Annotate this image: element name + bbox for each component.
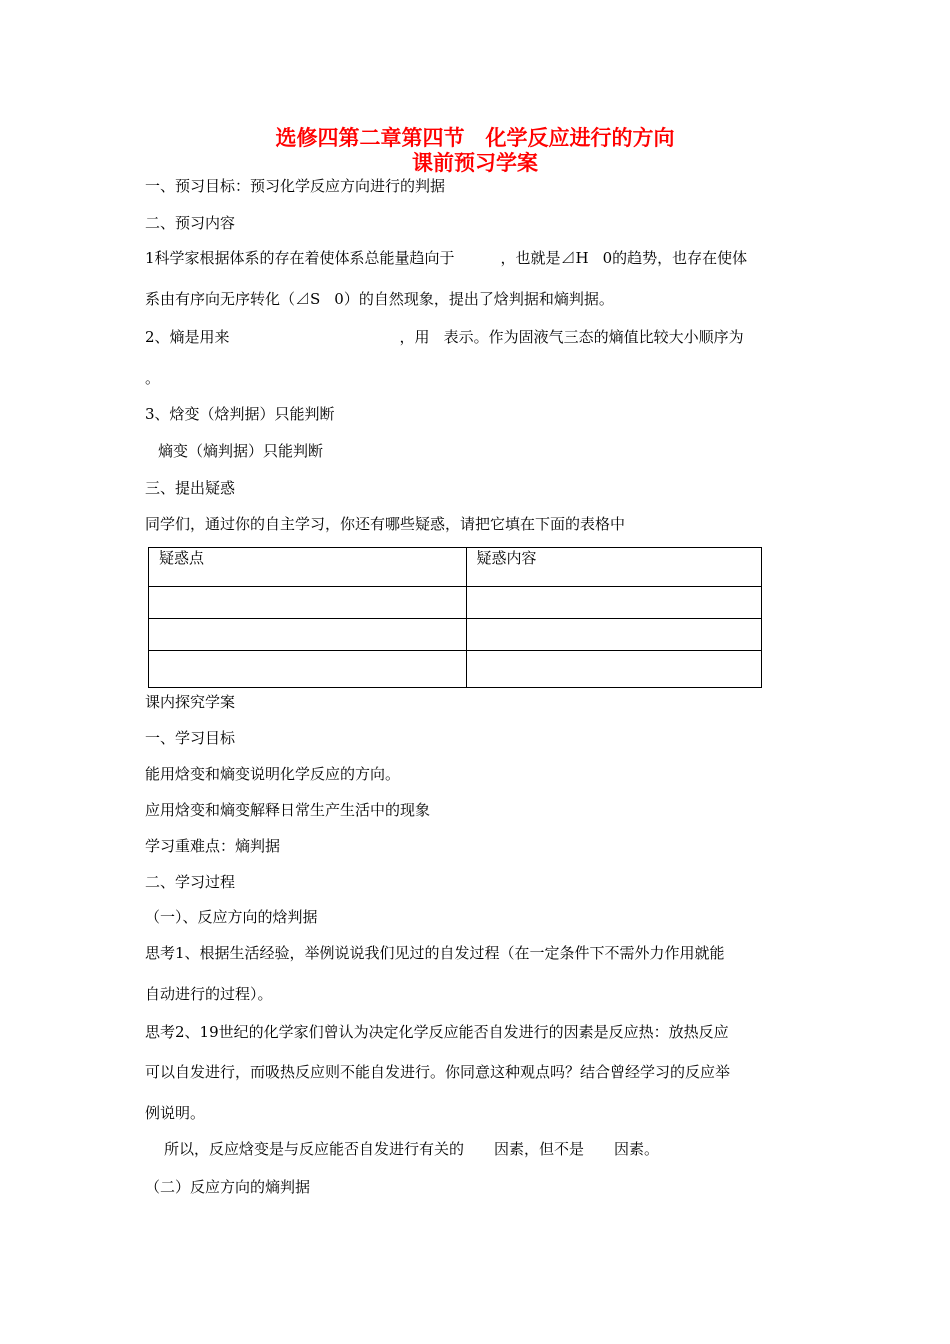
conclusion-part-b: 因素，但不是 bbox=[494, 1140, 585, 1158]
table-header-cell: 疑惑点 bbox=[149, 548, 467, 587]
table-header-row bbox=[149, 548, 762, 587]
section1-heading: （一）、反应方向的焓判据 bbox=[145, 908, 318, 926]
conclusion-part-c: 因素。 bbox=[614, 1140, 660, 1158]
preview-goal: 一、预习目标：预习化学反应方向进行的判据 bbox=[145, 177, 446, 195]
table-cell-empty[interactable] bbox=[466, 587, 761, 619]
think1-line2: 自动进行的过程）。 bbox=[145, 985, 273, 1003]
inclass-heading: 课内探究学案 bbox=[145, 693, 236, 711]
learning-goals-heading: 一、学习目标 bbox=[145, 729, 236, 747]
table-row bbox=[149, 619, 762, 651]
item1-line2-part-a: 系由有序向无序转化（⊿S bbox=[145, 290, 321, 308]
doubts-heading: 三、提出疑惑 bbox=[145, 479, 236, 497]
item1-line2 bbox=[145, 289, 614, 309]
item2-line1-part-c: 表示。作为固液气三态的熵值比较大小顺序为 bbox=[443, 328, 744, 346]
conclusion-part-a: 所以，反应焓变是与反应能否自发进行有关的 bbox=[164, 1140, 465, 1158]
table-cell-empty[interactable] bbox=[149, 587, 467, 619]
think2-line1: 思考2、19世纪的化学家们曾认为决定化学反应能否自发进行的因素是反应热：放热反应 bbox=[145, 1023, 729, 1041]
table-cell-empty[interactable] bbox=[149, 651, 467, 688]
preview-content-heading: 二、预习内容 bbox=[145, 214, 236, 232]
item1-line1 bbox=[145, 248, 747, 268]
think2-line3: 例说明。 bbox=[145, 1104, 206, 1122]
doubts-table bbox=[148, 547, 762, 688]
item3-line2: 熵变（熵判据）只能判断 bbox=[158, 442, 324, 460]
section2-heading: （二）反应方向的熵判据 bbox=[145, 1178, 311, 1196]
item2-line1 bbox=[145, 327, 744, 347]
table-cell-empty[interactable] bbox=[466, 619, 761, 651]
item3-line1: 3、焓变（焓判据）只能判断 bbox=[145, 405, 335, 423]
document-title: 选修四第二章第四节 化学反应进行的方向 bbox=[275, 125, 675, 150]
key-point: 学习重难点：熵判据 bbox=[145, 837, 281, 855]
document-subtitle: 课前预习学案 bbox=[412, 150, 538, 175]
table-cell-empty[interactable] bbox=[149, 619, 467, 651]
item2-line1-part-a: 2、熵是用来 bbox=[145, 328, 230, 346]
learning-goal-1: 能用焓变和熵变说明化学反应的方向。 bbox=[145, 765, 401, 783]
process-heading: 二、学习过程 bbox=[145, 873, 236, 891]
item2-line2: 。 bbox=[145, 369, 161, 387]
item1-line1-part-c: 0的趋势，也存在使体 bbox=[602, 249, 748, 267]
think2-line2: 可以自发进行，而吸热反应则不能自发进行。你同意这种观点吗？结合曾经学习的反应举 bbox=[145, 1063, 731, 1081]
item1-line1-part-b: ，也就是⊿H bbox=[500, 249, 589, 267]
table-header-cell: 疑惑内容 bbox=[466, 548, 761, 587]
table-row bbox=[149, 587, 762, 619]
table-row bbox=[149, 651, 762, 688]
item1-line2-part-b: 0）的自然现象，提出了焓判据和熵判据。 bbox=[334, 290, 614, 308]
think1-line1: 思考1、根据生活经验，举例说说我们见过的自发过程（在一定条件下不需外力作用就能 bbox=[145, 944, 725, 962]
item2-line1-part-b: ，用 bbox=[399, 328, 430, 346]
learning-goal-2: 应用焓变和熵变解释日常生产生活中的现象 bbox=[145, 801, 431, 819]
item1-line1-part-a: 1科学家根据体系的存在着使体系总能量趋向于 bbox=[145, 249, 455, 267]
table-cell-empty[interactable] bbox=[466, 651, 761, 688]
conclusion-line bbox=[164, 1139, 659, 1159]
doubts-prompt: 同学们，通过你的自主学习，你还有哪些疑惑，请把它填在下面的表格中 bbox=[145, 515, 626, 533]
